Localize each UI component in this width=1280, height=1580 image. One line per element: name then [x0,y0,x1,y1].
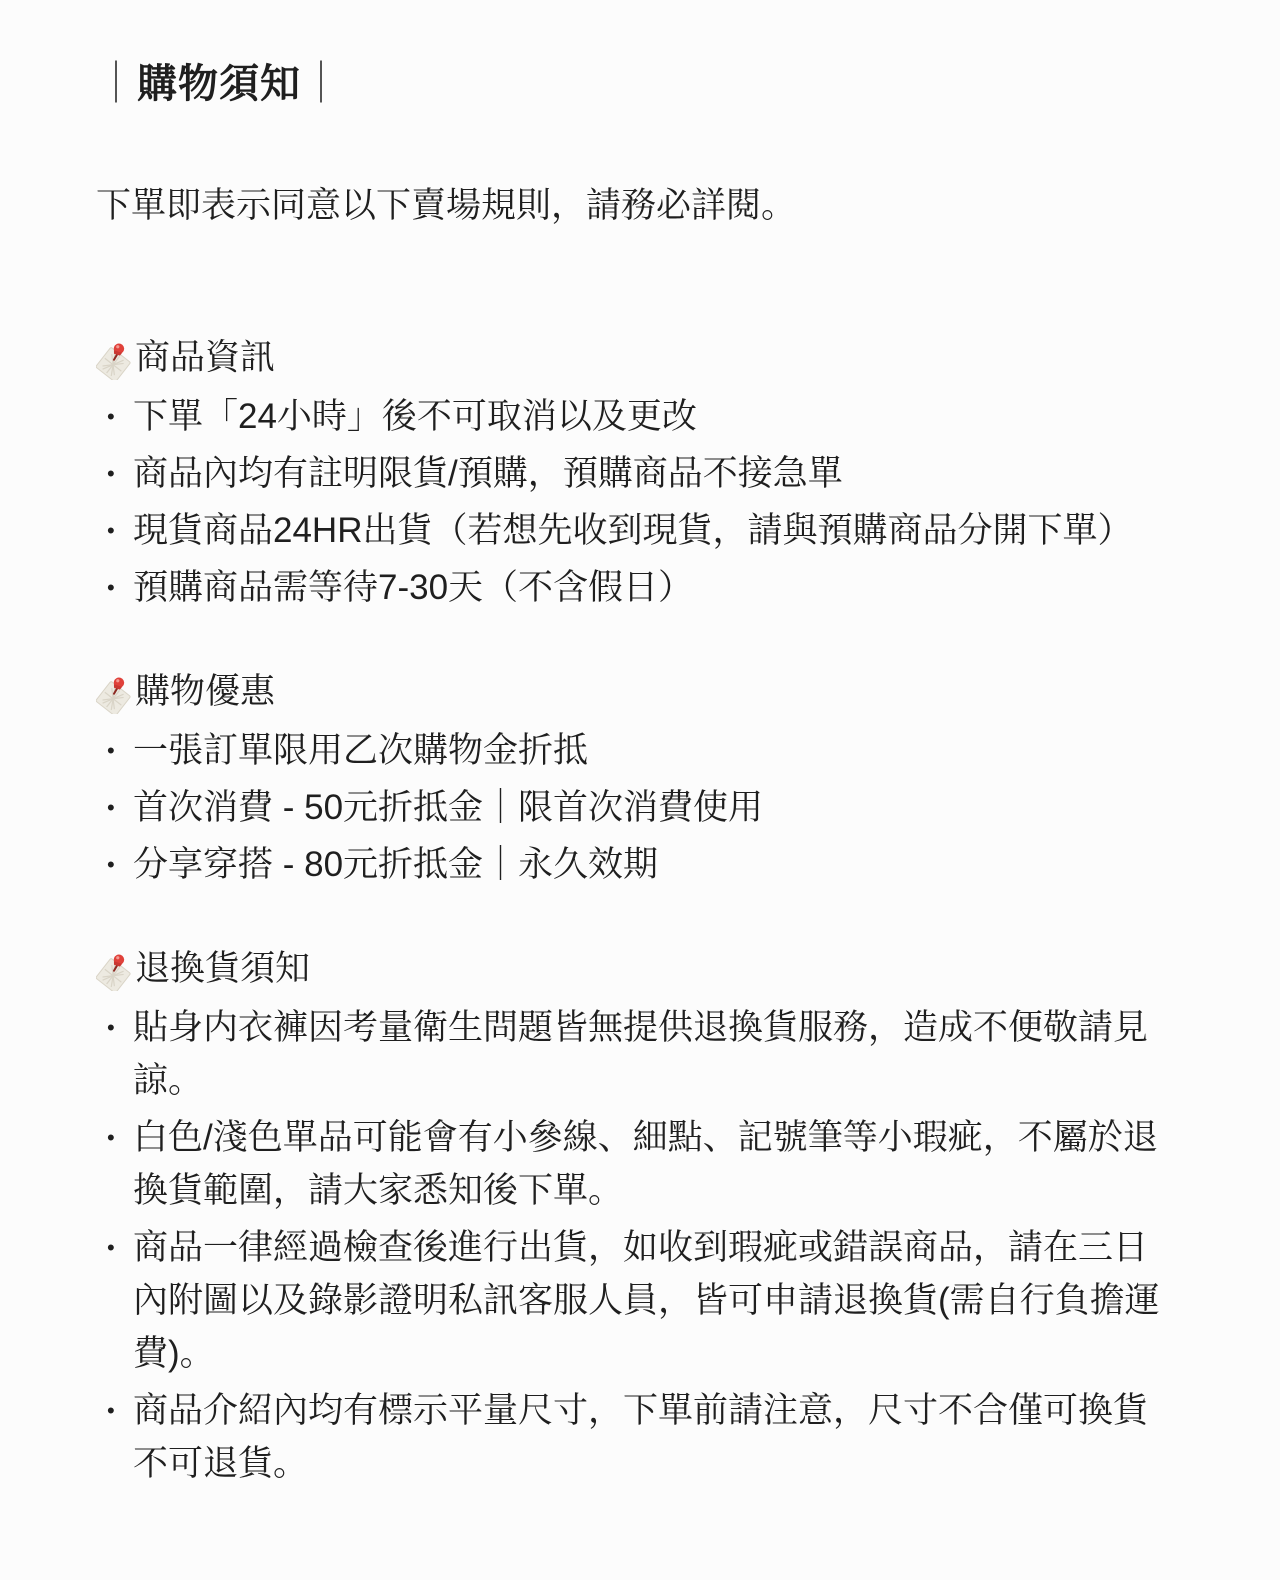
section-product-info [96,334,1190,614]
list-item [96,838,1190,891]
rule-text: 貼身内衣褲因考量衛生問題皆無提供退換貨服務，造成不便敬請見諒。 [133,1008,1149,1100]
rule-text: 首次消費 - 50元折抵金｜限首次消費使用 [133,788,764,827]
list-item [96,561,1190,614]
list-item [96,724,1190,777]
pinned-note-icon [96,951,134,991]
bullet-dot: • [107,1125,115,1150]
rule-text: 下單「24小時」後不可取消以及更改 [133,397,697,436]
title-left-bar: ｜ [96,60,137,108]
rule-text: 商品內均有註明限貨/預購，預購商品不接急單 [133,454,843,493]
bullet-dot: • [107,1398,115,1423]
section-heading-label: 購物優惠 [135,672,276,711]
rule-list [96,1001,1190,1490]
rule-text: 商品一律經過檢查後進行出貨，如收到瑕疵或錯誤商品，請在三日內附圖以及錄影證明私訊客服人員，皆可申請退換貨(需自行負擔運費)。 [133,1228,1160,1373]
section-return-policy [96,945,1190,1490]
page-title-text: 購物須知 [137,62,301,106]
rule-text: 分享穿搭 - 80元折抵金｜永久效期 [133,845,659,884]
bullet-dot: • [107,518,115,543]
rule-text: 現貨商品24HR出貨（若想先收到現貨，請與預購商品分開下單） [133,511,1133,550]
list-item [96,504,1190,557]
title-right-bar: ｜ [301,60,342,108]
rule-text: 預購商品需等待7-30天（不含假日） [133,568,694,607]
bullet-dot: • [107,1235,115,1260]
section-shopping-discounts [96,668,1190,891]
rule-list [96,724,1190,891]
list-item [96,447,1190,500]
pinned-note-icon [96,340,134,380]
pinned-note-icon [96,674,134,714]
section-heading [96,334,1190,382]
rule-text: 商品介紹內均有標示平量尺寸，下單前請注意，尺寸不合僅可換貨不可退貨。 [133,1391,1149,1483]
page-title [96,56,1190,112]
section-heading-label: 商品資訊 [135,338,276,377]
list-item [96,1111,1190,1217]
rule-text: 白色/淺色單品可能會有小參線、細點、記號筆等小瑕疵，不屬於退換貨範圍，請大家悉知後下單。 [133,1118,1158,1210]
list-item [96,781,1190,834]
section-heading-label: 退換貨須知 [135,949,311,988]
section-heading [96,945,1190,993]
bullet-dot: • [107,795,115,820]
rule-text: 一張訂單限用乙次購物金折抵 [133,731,589,770]
list-item [96,1001,1190,1107]
list-item [96,390,1190,443]
bullet-dot: • [107,1015,115,1040]
list-item [96,1221,1190,1380]
intro-text: 下單即表示同意以下賣場規則，請務必詳閱。 [96,186,797,225]
bullet-dot: • [107,404,115,429]
bullet-dot: • [107,461,115,486]
section-heading [96,668,1190,716]
bullet-dot: • [107,738,115,763]
bullet-dot: • [107,575,115,600]
list-item [96,1384,1190,1490]
bullet-dot: • [107,852,115,877]
rule-list [96,390,1190,614]
